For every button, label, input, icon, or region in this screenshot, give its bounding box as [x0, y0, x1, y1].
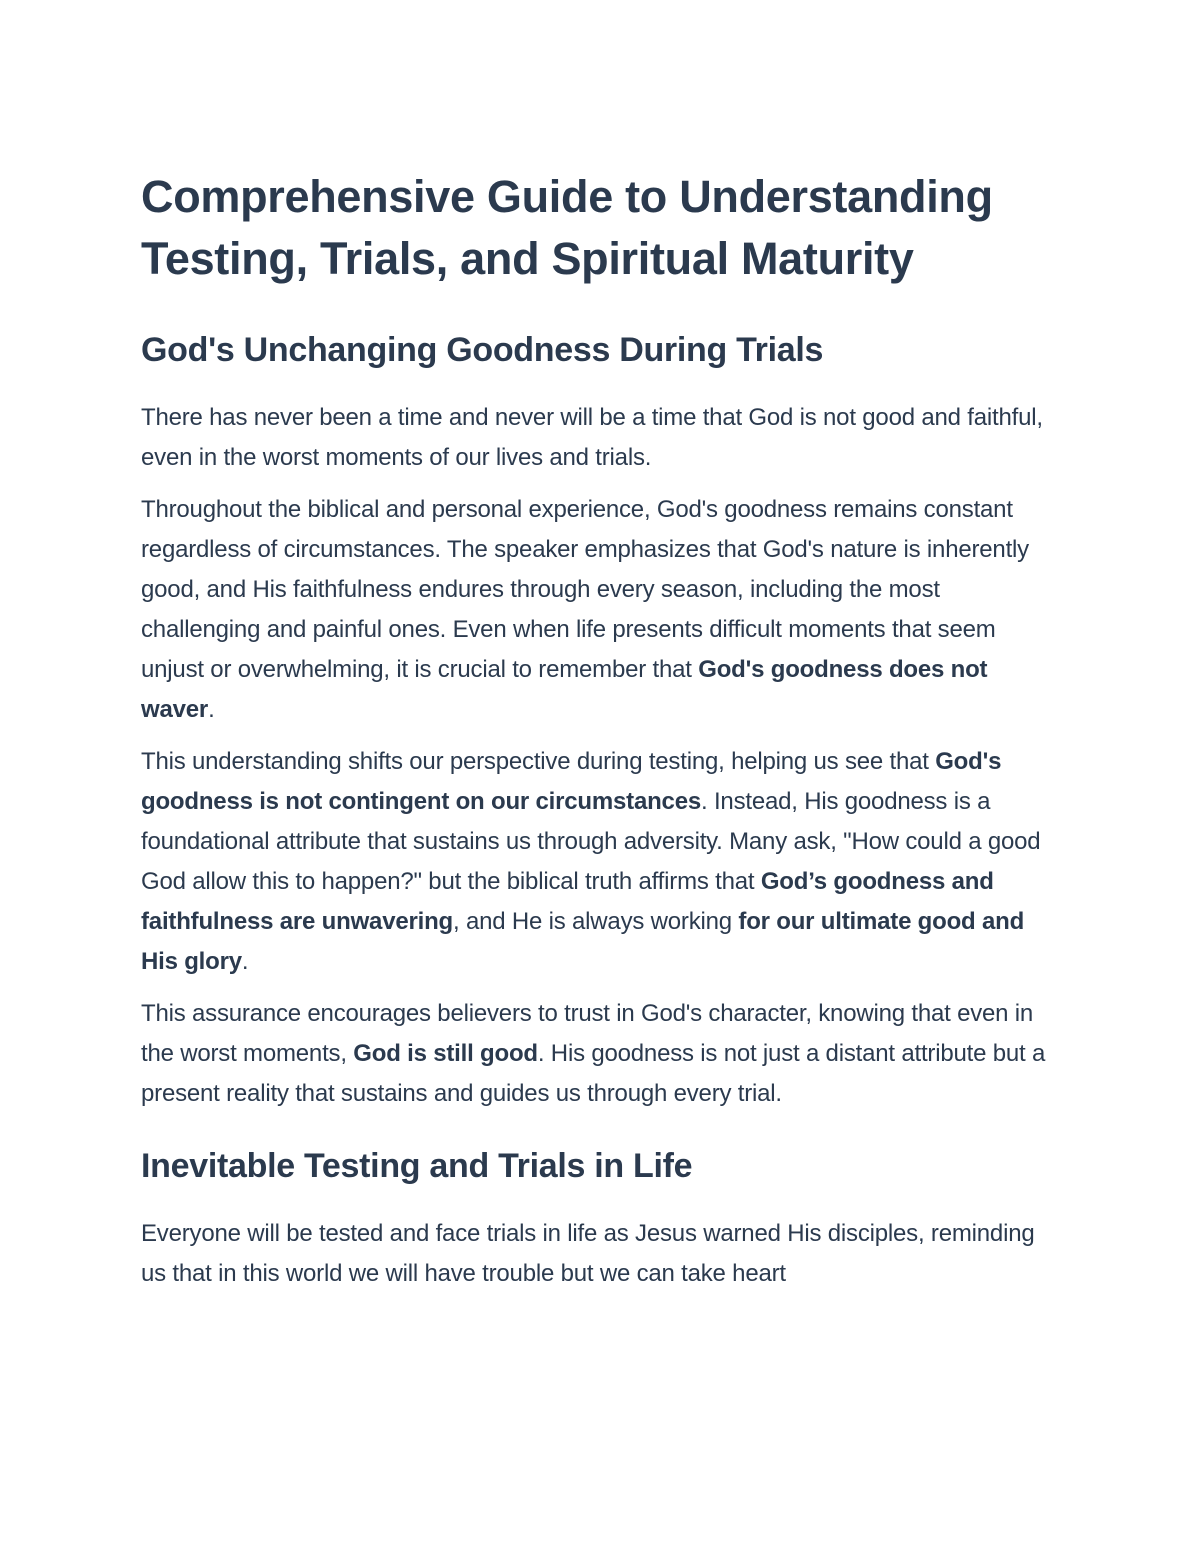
paragraph — [141, 994, 1061, 1114]
document-page — [141, 166, 1061, 1306]
bold-phrase: God is still good — [353, 1040, 538, 1067]
bold-phrase: God's goodness does not waver — [141, 656, 988, 723]
paragraph — [141, 490, 1061, 730]
bold-phrase: God’s goodness and faithfulness are unwavering — [141, 868, 994, 935]
paragraph — [141, 398, 1061, 478]
paragraph-text: , and He is always working — [453, 908, 739, 935]
paragraph — [141, 1214, 1061, 1294]
paragraph-text: . — [208, 696, 215, 723]
section-heading-gods-goodness: God's Unchanging Goodness During Trials — [141, 331, 824, 369]
document-title: Comprehensive Guide to Understanding Testing, Trials, and Spiritual Maturity — [141, 171, 993, 284]
bold-phrase: for our ultimate good and His glory — [141, 908, 1025, 975]
section-heading-inevitable-testing: Inevitable Testing and Trials in Life — [141, 1147, 693, 1185]
paragraph-text: . His goodness is not just a distant attribute but a present reality that sustains and guides us through every trial. — [141, 1040, 1046, 1107]
paragraph-text: This understanding shifts our perspective during testing, helping us see that — [141, 748, 936, 775]
paragraph-text: . — [241, 948, 249, 975]
paragraph-text: . Instead, His goodness is a foundational attribute that sustains us through adversity. Many ask, "How could a good God allow this to happen?" but the biblical truth affirms that — [141, 788, 1041, 895]
paragraph-text: There has never been a time and never will be a time that God is not good and faithful, even in the worst moments of our lives and trials. — [141, 404, 1043, 471]
paragraph-text: Throughout the biblical and personal experience, God's goodness remains constant regardless of circumstances. The speaker emphasizes that God's nature is inherently good, and His faithfulness endures through every season, including the most challenging and painful ones. Even when life presents difficult moments that seem unjust or overwhelming, it is crucial to remember that — [141, 496, 1029, 683]
paragraph-text: Everyone will be tested and face trials in life as Jesus warned His disciples, reminding us that in this world we will have trouble but we can take heart — [141, 1220, 1035, 1287]
paragraph — [141, 742, 1061, 982]
bold-phrase: God's goodness is not contingent on our circumstances — [141, 748, 1002, 815]
paragraph-text: This assurance encourages believers to trust in God's character, knowing that even in the worst moments, — [141, 1000, 1034, 1067]
